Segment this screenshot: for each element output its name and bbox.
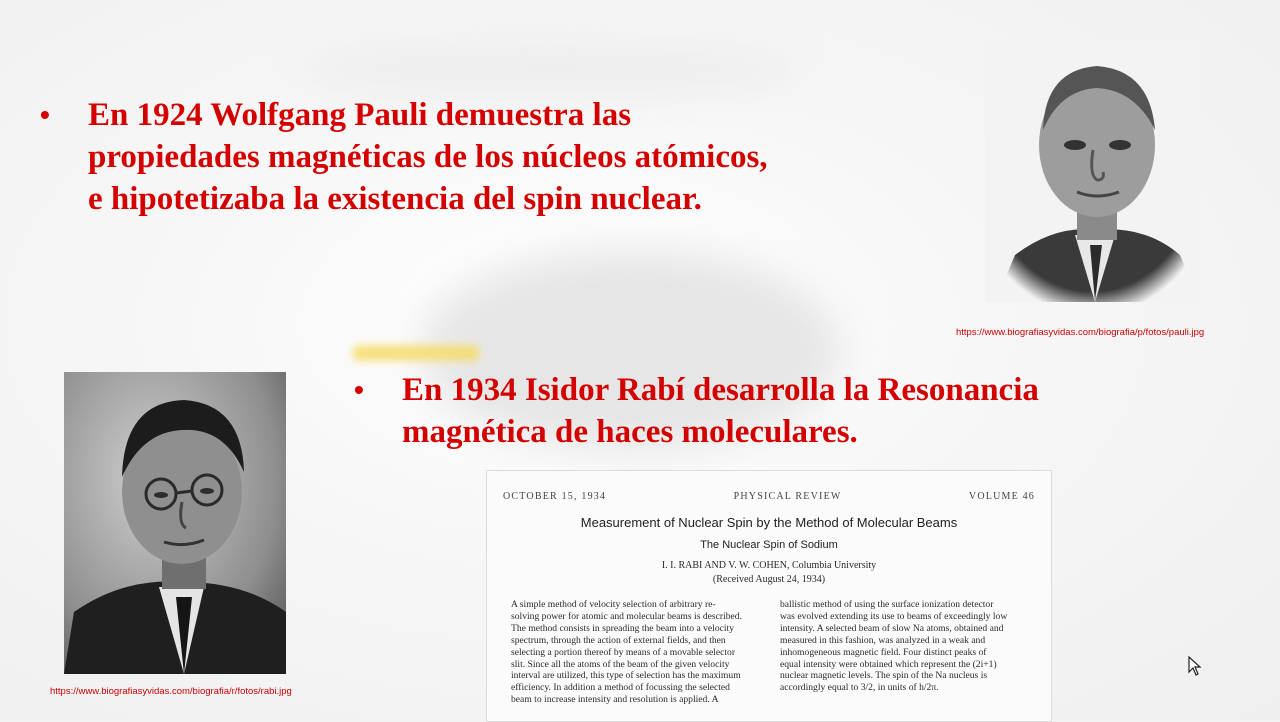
mouse-cursor-icon	[1188, 656, 1202, 681]
abstract-right-column	[780, 599, 1035, 706]
article-received-date: (Received August 24, 1934)	[712, 574, 826, 585]
abstract-line: was evolved extending its use to beams of exceedingly low	[780, 610, 1008, 622]
portrait-photo-icon	[985, 40, 1200, 302]
bullet-dot: •	[354, 374, 364, 405]
article-title: Measurement of Nuclear Spin by the Method of Molecular Beams	[580, 515, 958, 530]
pauli-photo-caption: https://www.biografiasyvidas.com/biografia/p/fotos/pauli.jpg	[956, 327, 1205, 338]
background-blur-shape	[300, 40, 800, 100]
bullet-dot: •	[40, 99, 50, 130]
abstract-line: nuclear magnetic levels. The spin of the Na nucleus is	[780, 670, 988, 682]
journal-volume: VOLUME 46	[968, 491, 1035, 502]
highlight-mark	[352, 345, 480, 361]
abstract-line: beam to increase intensity and resolution is applied. A	[511, 694, 719, 706]
article-abstract	[511, 599, 1035, 706]
bullet-text	[402, 369, 1039, 453]
bullet-line: magnética de haces moleculares.	[402, 414, 858, 450]
bullet-text	[88, 94, 768, 220]
abstract-line: slit. Since all the atoms of the beam of the given velocity	[511, 658, 730, 670]
rabi-photo-caption: https://www.biografiasyvidas.com/biografia/r/fotos/rabi.jpg	[50, 686, 292, 697]
article-subtitle: The Nuclear Spin of Sodium	[700, 539, 838, 551]
journal-name: PHYSICAL REVIEW	[733, 491, 842, 502]
portrait-photo-icon	[64, 372, 286, 674]
abstract-line: equal intensity were obtained which represent the (2i+1)	[780, 658, 997, 670]
abstract-line: The method consists in spreading the beam into a velocity	[511, 622, 735, 634]
abstract-line: selecting a portion thereof by means of a movable selector	[511, 646, 736, 658]
article-authors: I. I. RABI AND V. W. COHEN, Columbia University	[661, 560, 877, 571]
abstract-line: interval are utilized, this type of selection has the maximum	[511, 670, 741, 682]
bullet-pauli	[40, 94, 768, 220]
abstract-line: solving power for atomic and molecular beams is described.	[511, 610, 742, 622]
abstract-line: ballistic method of using the surface ionization detector	[780, 599, 994, 610]
abstract-line: accordingly equal to 3/2, in units of h/2π.	[780, 682, 939, 694]
abstract-line: spectrum, through the action of external fields, and then	[511, 634, 726, 646]
abstract-line: inhomogeneous magnetic field. Four distinct peaks of	[780, 646, 987, 658]
bullet-line: En 1934 Isidor Rabí desarrolla la Resonancia	[402, 372, 1039, 408]
bullet-line: propiedades magnéticas de los núcleos atómicos,	[88, 139, 768, 175]
abstract-line: intensity. A selected beam of slow Na atoms, obtained and	[780, 622, 1004, 634]
abstract-line: efficiency. In addition a method of focussing the selected	[511, 682, 730, 694]
article-date: OCTOBER 15, 1934	[503, 491, 607, 502]
abstract-line: measured in this fashion, was analyzed in a weak and	[780, 634, 986, 646]
abstract-line: A simple method of velocity selection of arbitrary re-	[511, 599, 716, 610]
bullet-line: En 1924 Wolfgang Pauli demuestra las	[88, 97, 632, 133]
bullet-line: e hipotetizaba la existencia del spin nuclear.	[88, 181, 702, 217]
physical-review-article-excerpt	[486, 470, 1052, 722]
bullet-rabi	[354, 369, 1039, 453]
pauli-photo	[985, 40, 1200, 302]
abstract-left-column	[511, 599, 766, 706]
rabi-photo	[64, 372, 286, 674]
article-header	[503, 491, 1035, 502]
